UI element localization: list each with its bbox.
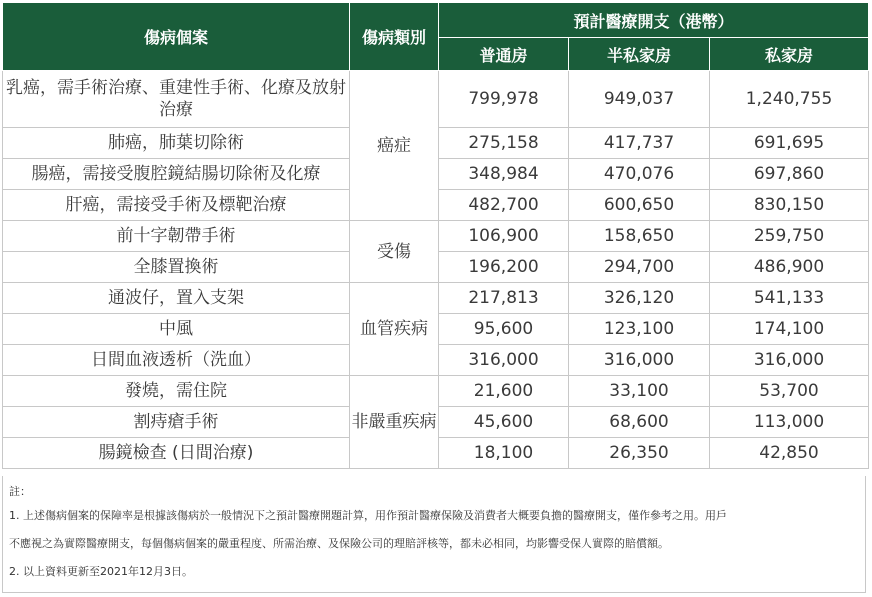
header-private: 私家房 (710, 38, 869, 71)
cost-semi-private: 949,037 (569, 71, 710, 128)
case-name: 中風 (3, 314, 350, 345)
cost-semi-private: 470,076 (569, 159, 710, 190)
cost-private: 316,000 (710, 345, 869, 376)
footnotes (2, 476, 866, 593)
cost-ward: 21,600 (439, 376, 569, 407)
cost-ward: 348,984 (439, 159, 569, 190)
cost-private: 697,860 (710, 159, 869, 190)
cost-private: 1,240,755 (710, 71, 869, 128)
case-name: 發燒，需住院 (3, 376, 350, 407)
cost-private: 174,100 (710, 314, 869, 345)
cost-ward: 106,900 (439, 221, 569, 252)
note-line: 1. 上述傷病個案的保障率是根據該傷病於一般情況下之預計醫療開題計算，用作預計醫療保險及消費者大概要負擔的醫療開支，僅作參考之用。用戶 (9, 509, 727, 522)
case-name: 前十字韌帶手術 (3, 221, 350, 252)
header-semi-private: 半私家房 (569, 38, 710, 71)
cost-ward: 196,200 (439, 252, 569, 283)
cost-semi-private: 326,120 (569, 283, 710, 314)
cost-ward: 275,158 (439, 128, 569, 159)
cost-semi-private: 26,350 (569, 438, 710, 469)
header-category: 傷病類別 (350, 3, 439, 71)
table-row (3, 376, 869, 407)
cost-private: 486,900 (710, 252, 869, 283)
cost-ward: 18,100 (439, 438, 569, 469)
cost-private: 541,133 (710, 283, 869, 314)
case-name: 腸癌，需接受腹腔鏡結腸切除術及化療 (3, 159, 350, 190)
cost-private: 113,000 (710, 407, 869, 438)
category-minor: 非嚴重疾病 (350, 376, 439, 469)
cost-semi-private: 417,737 (569, 128, 710, 159)
case-name: 肝癌，需接受手術及標靶治療 (3, 190, 350, 221)
case-name: 乳癌，需手術治療、重建性手術、化療及放射治療 (3, 71, 350, 128)
case-name: 肺癌，肺葉切除術 (3, 128, 350, 159)
cost-semi-private: 68,600 (569, 407, 710, 438)
cost-semi-private: 600,650 (569, 190, 710, 221)
table-row (3, 221, 869, 252)
case-name: 通波仔，置入支架 (3, 283, 350, 314)
cost-private: 53,700 (710, 376, 869, 407)
cost-ward: 799,978 (439, 71, 569, 128)
case-name: 割痔瘡手術 (3, 407, 350, 438)
cost-semi-private: 294,700 (569, 252, 710, 283)
note-line: 2. 以上資料更新至2021年12月3日。 (9, 565, 193, 578)
cost-private: 259,750 (710, 221, 869, 252)
header-cost: 預計醫療開支（港幣） (439, 3, 869, 38)
cost-ward: 482,700 (439, 190, 569, 221)
header-case: 傷病個案 (3, 3, 350, 71)
cost-private: 691,695 (710, 128, 869, 159)
case-name: 日間血液透析（洗血） (3, 345, 350, 376)
cost-ward: 45,600 (439, 407, 569, 438)
category-injury: 受傷 (350, 221, 439, 283)
category-vascular: 血管疾病 (350, 283, 439, 376)
cost-ward: 95,600 (439, 314, 569, 345)
cost-ward: 217,813 (439, 283, 569, 314)
cost-semi-private: 158,650 (569, 221, 710, 252)
notes-title: 註： (9, 485, 31, 498)
note-line: 不應視之為實際醫療開支，每個傷病個案的嚴重程度、所需治療、及保險公司的理賠評核等，都未必相同，均影響受保人實際的賠償額。 (9, 537, 669, 550)
cost-semi-private: 33,100 (569, 376, 710, 407)
category-cancer: 癌症 (350, 71, 439, 221)
cost-private: 42,850 (710, 438, 869, 469)
medical-cost-table (2, 2, 869, 469)
header-ward: 普通房 (439, 38, 569, 71)
table-row (3, 71, 869, 128)
table-row (3, 283, 869, 314)
case-name: 腸鏡檢查 (日間治療) (3, 438, 350, 469)
case-name: 全膝置換術 (3, 252, 350, 283)
cost-semi-private: 316,000 (569, 345, 710, 376)
cost-semi-private: 123,100 (569, 314, 710, 345)
cost-private: 830,150 (710, 190, 869, 221)
cost-ward: 316,000 (439, 345, 569, 376)
